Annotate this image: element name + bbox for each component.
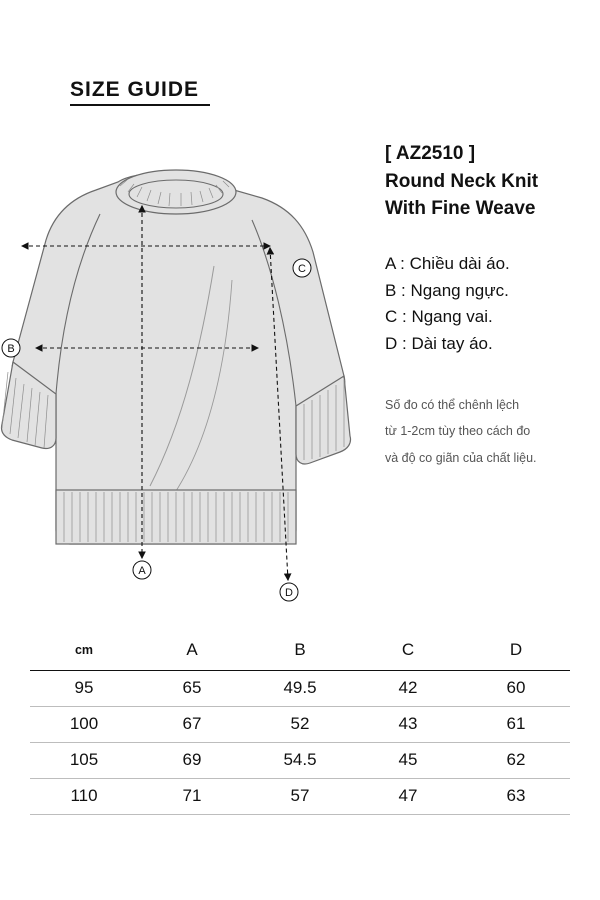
table-row bbox=[30, 671, 570, 707]
table-row bbox=[30, 779, 570, 815]
cell-c: 43 bbox=[354, 707, 462, 743]
marker-a bbox=[133, 561, 151, 579]
legend-item-a: A : Chiều dài áo. bbox=[385, 253, 510, 273]
note-line-2: từ 1-2cm tùy theo cách đo bbox=[385, 424, 531, 439]
column-header-d: D bbox=[462, 633, 570, 671]
product-name-line1: Round Neck Knit bbox=[385, 170, 539, 192]
size-table bbox=[30, 633, 570, 815]
table-header-row bbox=[30, 633, 570, 671]
cell-b: 52 bbox=[246, 707, 354, 743]
table-row bbox=[30, 743, 570, 779]
cell-d: 60 bbox=[462, 671, 570, 707]
cell-size: 110 bbox=[30, 779, 138, 815]
cell-b: 54.5 bbox=[246, 743, 354, 779]
column-header-a: A bbox=[138, 633, 246, 671]
svg-text:B: B bbox=[7, 343, 15, 355]
cell-a: 71 bbox=[138, 779, 246, 815]
page-title: SIZE GUIDE bbox=[70, 78, 200, 101]
column-header-unit: cm bbox=[30, 633, 138, 671]
column-header-c: C bbox=[354, 633, 462, 671]
product-code: [ AZ2510 ] bbox=[385, 143, 476, 164]
cell-size: 105 bbox=[30, 743, 138, 779]
cell-size: 95 bbox=[30, 671, 138, 707]
marker-d bbox=[280, 583, 298, 601]
cell-d: 62 bbox=[462, 743, 570, 779]
cell-c: 42 bbox=[354, 671, 462, 707]
cell-a: 65 bbox=[138, 671, 246, 707]
legend-item-d: D : Dài tay áo. bbox=[385, 334, 493, 354]
legend-item-c: C : Ngang vai. bbox=[385, 307, 493, 327]
svg-text:A: A bbox=[138, 565, 146, 577]
cell-a: 69 bbox=[138, 743, 246, 779]
cell-b: 57 bbox=[246, 779, 354, 815]
cell-a: 67 bbox=[138, 707, 246, 743]
marker-b bbox=[2, 339, 20, 357]
cell-size: 100 bbox=[30, 707, 138, 743]
size-table-header bbox=[30, 633, 570, 671]
sweater-illustration bbox=[0, 140, 360, 610]
legend-item-b: B : Ngang ngực. bbox=[385, 280, 509, 300]
measurement-legend bbox=[385, 251, 585, 358]
table-row bbox=[30, 707, 570, 743]
marker-c bbox=[293, 259, 311, 277]
sweater-body-shape bbox=[1, 170, 350, 544]
cell-d: 63 bbox=[462, 779, 570, 815]
measurement-notes bbox=[385, 392, 585, 471]
column-header-b: B bbox=[246, 633, 354, 671]
product-info-panel bbox=[385, 140, 585, 471]
note-line-3: và độ co giãn của chất liệu. bbox=[385, 450, 537, 465]
svg-text:C: C bbox=[298, 263, 306, 275]
cell-d: 61 bbox=[462, 707, 570, 743]
cell-c: 47 bbox=[354, 779, 462, 815]
cell-b: 49.5 bbox=[246, 671, 354, 707]
note-line-1: Số đo có thể chênh lệch bbox=[385, 398, 520, 413]
size-table-body bbox=[30, 671, 570, 815]
product-name-line2: With Fine Weave bbox=[385, 198, 536, 220]
cell-c: 45 bbox=[354, 743, 462, 779]
svg-text:D: D bbox=[285, 587, 293, 599]
title-underline bbox=[70, 104, 210, 106]
